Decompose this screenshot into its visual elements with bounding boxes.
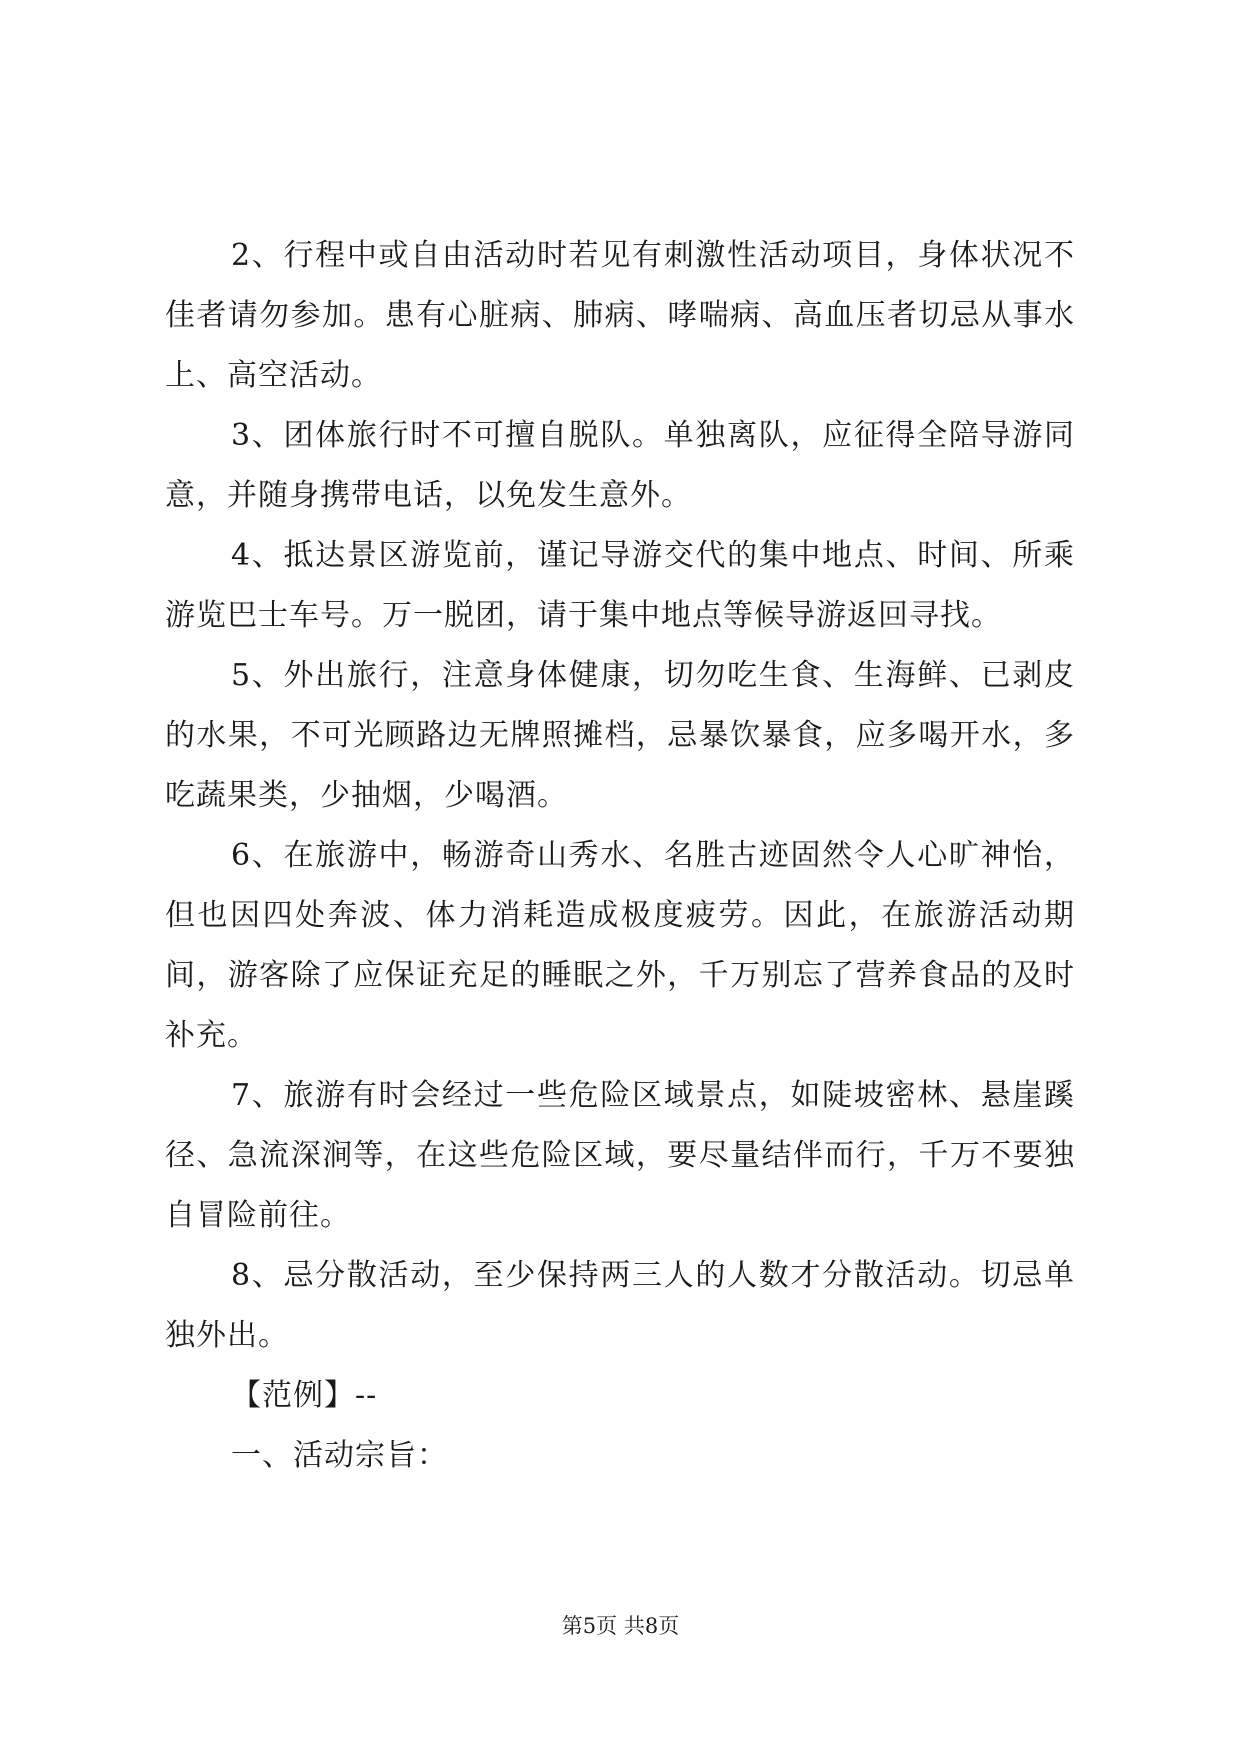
paragraph-item-5: 5、外出旅行，注意身体健康，切勿吃生食、生海鲜、已剥皮的水果，不可光顾路边无牌照摊档，忌暴饮暴食，应多喝开水，多吃蔬果类，少抽烟，少喝酒。 — [165, 658, 1075, 813]
document-body — [165, 226, 1075, 1486]
paragraph-item-4: 4、抵达景区游览前，谨记导游交代的集中地点、时间、所乘游览巴士车号。万一脱团，请于集中地点等候导游返回寻找。 — [165, 538, 1075, 633]
paragraph-item-6: 6、在旅游中，畅游奇山秀水、名胜古迹固然令人心旷神怡，但也因四处奔波、体力消耗造成极度疲劳。因此，在旅游活动期间，游客除了应保证充足的睡眠之外，千万别忘了营养食品的及时补充。 — [165, 838, 1075, 1053]
paragraph-item-7: 7、旅游有时会经过一些危险区域景点，如陡坡密林、悬崖蹊径、急流深涧等，在这些危险区域，要尽量结伴而行，千万不要独自冒险前往。 — [165, 1078, 1075, 1233]
paragraph-item-2: 2、行程中或自由活动时若见有刺激性活动项目，身体状况不佳者请勿参加。患有心脏病、肺病、哮喘病、高血压者切忌从事水上、高空活动。 — [165, 238, 1075, 393]
section-heading: 一、活动宗旨： — [231, 1438, 448, 1473]
page-number: 第5页 共8页 — [561, 1614, 680, 1638]
page-footer — [0, 1612, 1241, 1640]
example-heading: 【范例】-- — [231, 1378, 378, 1413]
paragraph-item-8: 8、忌分散活动，至少保持两三人的人数才分散活动。切忌单独外出。 — [165, 1258, 1075, 1353]
paragraph-item-3: 3、团体旅行时不可擅自脱队。单独离队，应征得全陪导游同意，并随身携带电话，以免发生意外。 — [165, 418, 1075, 513]
